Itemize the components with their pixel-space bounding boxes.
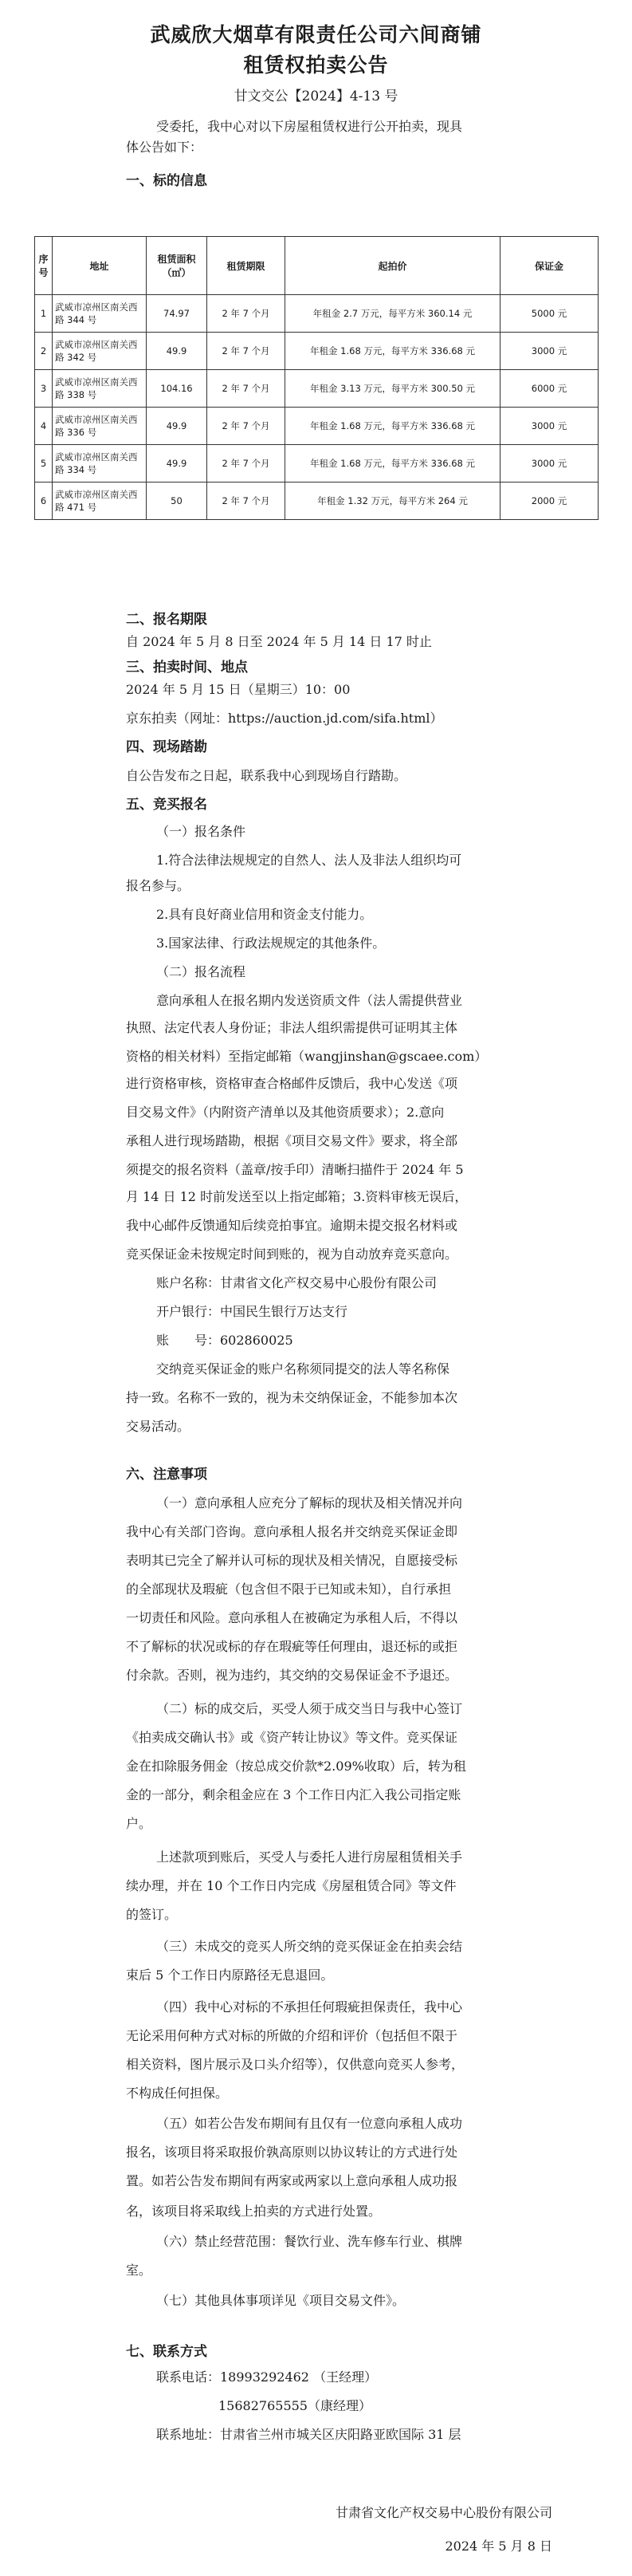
cell-deposit: 5000 元 bbox=[500, 295, 599, 333]
notice-2-line: 《拍卖成交确认书》或《资产转让协议》等文件。竞买保证 bbox=[126, 1730, 458, 1745]
notice-2-line: 户。 bbox=[126, 1816, 152, 1831]
section-7-title: 七、联系方式 bbox=[126, 2344, 207, 2360]
signature-date: 2024 年 5 月 8 日 bbox=[445, 2539, 552, 2554]
intro-line-1: 受委托，我中心对以下房屋租赁权进行公开拍卖，现具 bbox=[156, 119, 463, 134]
cell-term: 2 年 7 个月 bbox=[207, 333, 285, 370]
header-no: 序号 bbox=[35, 237, 53, 295]
cell-deposit: 3000 元 bbox=[500, 333, 599, 370]
notice-8-line: （七）其他具体事项详见《项目交易文件》。 bbox=[156, 2293, 406, 2308]
table-header-row bbox=[35, 237, 599, 295]
deposit-note-line: 交纳竞买保证金的账户名称须同提交的法人等名称保 bbox=[156, 1361, 450, 1377]
notice-4-line: （三）未成交的竞买人所交纳的竞买保证金在拍卖会结 bbox=[156, 1939, 463, 1954]
cell-price: 年租金 1.68 万元，每平方米 336.68 元 bbox=[285, 445, 500, 483]
section-4-text: 自公告发布之日起，联系我中心到现场自行踏勘。 bbox=[126, 768, 407, 783]
notice-3-line: 续办理，并在 10 个工作日内完成《房屋租赁合同》等文件 bbox=[126, 1878, 457, 1893]
condition-line: 3.国家法律、行政法规规定的其他条件。 bbox=[156, 935, 386, 951]
account-bank: 开户银行：中国民生银行万达支行 bbox=[156, 1304, 348, 1319]
contact-phone-2: 15682765555（康经理） bbox=[218, 2398, 371, 2413]
flow-line: 执照、法定代表人身份证；非法人组织需提供可证明其主体 bbox=[126, 1020, 458, 1035]
notice-3-line: 上述款项到账后，买受人与委托人进行房屋租赁相关手 bbox=[156, 1849, 463, 1865]
section-4-title: 四、现场踏勘 bbox=[126, 739, 207, 755]
intro-line-2: 体公告如下： bbox=[126, 140, 203, 155]
section-1-title: 一、标的信息 bbox=[126, 173, 207, 189]
notice-5-line: 不构成任何担保。 bbox=[126, 2086, 229, 2101]
cell-no: 4 bbox=[35, 408, 53, 445]
flow-line: 竞买保证金未按规定时间到账的，视为自动放弃竞买意向。 bbox=[126, 1247, 458, 1262]
cell-term: 2 年 7 个月 bbox=[207, 370, 285, 408]
cell-area: 49.9 bbox=[147, 408, 207, 445]
signature-org: 甘肃省文化产权交易中心股份有限公司 bbox=[335, 2505, 552, 2520]
cell-address: 武威市凉州区南关西路 471 号 bbox=[53, 483, 147, 520]
notice-1-line: 不了解标的状况或标的存在瑕疵等任何理由，退还标的或拒 bbox=[126, 1639, 458, 1654]
cell-deposit: 3000 元 bbox=[500, 445, 599, 483]
header-deposit: 保证金 bbox=[500, 237, 599, 295]
cell-deposit: 6000 元 bbox=[500, 370, 599, 408]
cell-area: 50 bbox=[147, 483, 207, 520]
section-6-title: 六、注意事项 bbox=[126, 1467, 207, 1483]
section-3-title: 三、拍卖时间、地点 bbox=[126, 660, 248, 676]
deposit-note-line: 交易活动。 bbox=[126, 1419, 190, 1434]
notice-5-line: 无论采用何种方式对标的所做的介绍和评价（包括但不限于 bbox=[126, 2028, 458, 2043]
table-row bbox=[35, 408, 599, 445]
cell-deposit: 3000 元 bbox=[500, 408, 599, 445]
cell-no: 3 bbox=[35, 370, 53, 408]
account-name: 账户名称：甘肃省文化产权交易中心股份有限公司 bbox=[156, 1275, 438, 1290]
cell-term: 2 年 7 个月 bbox=[207, 483, 285, 520]
notice-5-line: 相关资料，图片展示及口头介绍等），仅供意向竞买人参考， bbox=[126, 2057, 465, 2072]
notice-1-line: 的全部现状及瑕疵（包含但不限于已知或未知），自行承担 bbox=[126, 1581, 452, 1597]
table-row bbox=[35, 445, 599, 483]
auction-place: 京东拍卖（网址：https://auction.jd.com/sifa.html） bbox=[126, 711, 443, 726]
cell-price: 年租金 1.32 万元，每平方米 264 元 bbox=[285, 483, 500, 520]
cell-address: 武威市凉州区南关西路 338 号 bbox=[53, 370, 147, 408]
flow-line: 进行资格审核，资格审查合格邮件反馈后，我中心发送《项 bbox=[126, 1076, 458, 1091]
deposit-note-line: 持一致。名称不一致的，视为未交纳保证金，不能参加本次 bbox=[126, 1390, 458, 1405]
notice-5-line: （四）我中心对标的不承担任何瑕疵担保责任，我中心 bbox=[156, 1999, 463, 2015]
title-line-1: 武威欣大烟草有限责任公司六间商铺 bbox=[150, 23, 482, 46]
notice-1-line: 一切责任和风险。意向承租人在被确定为承租人后，不得以 bbox=[126, 1610, 458, 1625]
flow-line: 我中心邮件反馈通知后续竞拍事宜。逾期未提交报名材料或 bbox=[126, 1218, 458, 1233]
header-address: 地址 bbox=[53, 237, 147, 295]
condition-line: 2.具有良好商业信用和资金支付能力。 bbox=[156, 907, 373, 922]
cell-no: 1 bbox=[35, 295, 53, 333]
contact-address: 联系地址：甘肃省兰州市城关区庆阳路亚欧国际 31 层 bbox=[156, 2427, 461, 2442]
cell-area: 49.9 bbox=[147, 445, 207, 483]
cell-deposit: 2000 元 bbox=[500, 483, 599, 520]
auction-time: 2024 年 5 月 15 日（星期三）10：00 bbox=[126, 682, 351, 697]
header-price: 起拍价 bbox=[285, 237, 500, 295]
header-term: 租赁期限 bbox=[207, 237, 285, 295]
notice-1-line: 表明其已完全了解并认可标的现状及相关情况，自愿接受标 bbox=[126, 1553, 458, 1568]
section-5-sub-2: （二）报名流程 bbox=[156, 964, 246, 979]
cell-term: 2 年 7 个月 bbox=[207, 408, 285, 445]
flow-line: 须提交的报名资料（盖章/按手印）清晰扫描件于 2024 年 5 bbox=[126, 1162, 464, 1177]
cell-price: 年租金 3.13 万元，每平方米 300.50 元 bbox=[285, 370, 500, 408]
notice-6-line: 名，该项目将采取线上拍卖的方式进行处置。 bbox=[126, 2204, 382, 2219]
notice-1-line: 我中心有关部门咨询。意向承租人报名并交纳竞买保证金即 bbox=[126, 1524, 458, 1539]
notice-6-line: 置。如若公告发布期间有两家或两家以上意向承租人成功报 bbox=[126, 2173, 458, 2188]
flow-line: 承租人进行现场踏勘，根据《项目交易文件》要求，将全部 bbox=[126, 1133, 458, 1148]
cell-area: 74.97 bbox=[147, 295, 207, 333]
cell-area: 49.9 bbox=[147, 333, 207, 370]
notice-6-line: （五）如若公告发布期间有且仅有一位意向承租人成功 bbox=[156, 2116, 463, 2131]
doc-number: 甘文交公【2024】4-13 号 bbox=[234, 89, 398, 104]
notice-3-line: 的签订。 bbox=[126, 1907, 178, 1922]
cell-no: 2 bbox=[35, 333, 53, 370]
header-area: 租赁面积（㎡） bbox=[147, 237, 207, 295]
notice-6-line: 报名，该项目将采取报价孰高原则以协议转让的方式进行处 bbox=[126, 2145, 458, 2160]
flow-line: 月 14 日 12 时前发送至以上指定邮箱；3.资料审核无误后， bbox=[126, 1189, 468, 1204]
cell-address: 武威市凉州区南关西路 336 号 bbox=[53, 408, 147, 445]
cell-address: 武威市凉州区南关西路 344 号 bbox=[53, 295, 147, 333]
contact-phone-1: 联系电话：18993292462 （王经理） bbox=[156, 2369, 378, 2385]
title-line-2: 租赁权拍卖公告 bbox=[243, 53, 389, 77]
notice-2-line: （二）标的成交后，买受人须于成交当日与我中心签订 bbox=[156, 1701, 463, 1716]
notice-2-line: 金在扣除服务佣金（按总成交价款*2.09%收取）后，转为租 bbox=[126, 1759, 466, 1774]
cell-address: 武威市凉州区南关西路 334 号 bbox=[53, 445, 147, 483]
cell-no: 5 bbox=[35, 445, 53, 483]
section-5-title: 五、竞买报名 bbox=[126, 797, 207, 813]
section-2-title: 二、报名期限 bbox=[126, 612, 207, 628]
section-5-sub-1: （一）报名条件 bbox=[156, 824, 246, 839]
notice-7-line: 室。 bbox=[126, 2263, 152, 2278]
flow-line: 目交易文件》（内附资产清单以及其他资质要求）；2.意向 bbox=[126, 1105, 445, 1120]
cell-price: 年租金 2.7 万元，每平方米 360.14 元 bbox=[285, 295, 500, 333]
table-row bbox=[35, 333, 599, 370]
condition-line: 报名参与。 bbox=[126, 878, 190, 893]
cell-price: 年租金 1.68 万元，每平方米 336.68 元 bbox=[285, 408, 500, 445]
condition-line: 1.符合法律法规规定的自然人、法人及非法人组织均可 bbox=[156, 853, 462, 868]
table-row bbox=[35, 483, 599, 520]
notice-1-line: 付余款。否则，视为违约，其交纳的交易保证金不予退还。 bbox=[126, 1668, 458, 1683]
notice-4-line: 束后 5 个工作日内原路径无息退回。 bbox=[126, 1967, 334, 1983]
cell-term: 2 年 7 个月 bbox=[207, 295, 285, 333]
cell-no: 6 bbox=[35, 483, 53, 520]
lots-table bbox=[34, 236, 599, 520]
flow-line: 资格的相关材料）至指定邮箱（wangjinshan@gscaee.com） bbox=[126, 1049, 488, 1064]
notice-1-line: （一）意向承租人应充分了解标的现状及相关情况并向 bbox=[156, 1495, 463, 1511]
table-row bbox=[35, 295, 599, 333]
cell-price: 年租金 1.68 万元，每平方米 336.68 元 bbox=[285, 333, 500, 370]
notice-7-line: （六）禁止经营范围：餐饮行业、洗车修车行业、棋牌 bbox=[156, 2234, 463, 2249]
notice-2-line: 金的一部分，剩余租金应在 3 个工作日内汇入我公司指定账 bbox=[126, 1787, 461, 1802]
section-2-text: 自 2024 年 5 月 8 日至 2024 年 5 月 14 日 17 时止 bbox=[126, 634, 432, 649]
account-number: 账 号：602860025 bbox=[156, 1333, 293, 1348]
table-row bbox=[35, 370, 599, 408]
cell-term: 2 年 7 个月 bbox=[207, 445, 285, 483]
cell-area: 104.16 bbox=[147, 370, 207, 408]
flow-line: 意向承租人在报名期内发送资质文件（法人需提供营业 bbox=[156, 993, 463, 1008]
cell-address: 武威市凉州区南关西路 342 号 bbox=[53, 333, 147, 370]
